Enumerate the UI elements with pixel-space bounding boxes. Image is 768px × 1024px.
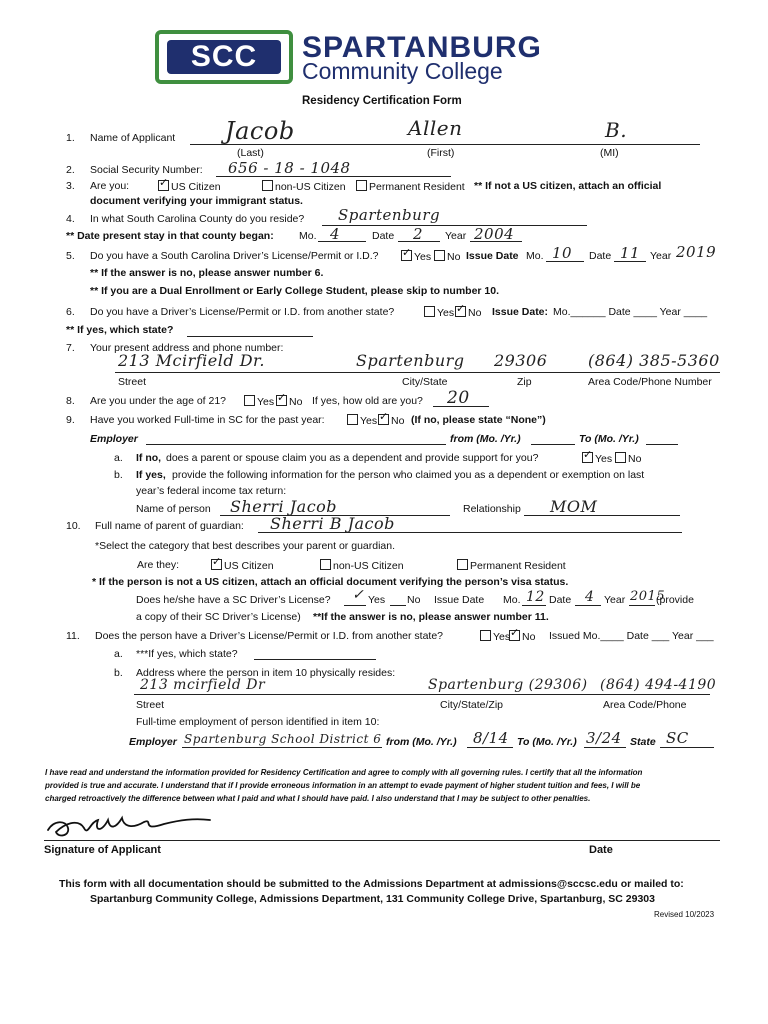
q5-note2: ** If you are a Dual Enrollment or Early College Student, please skip to number 10. — [90, 285, 500, 297]
q5-mo-value[interactable]: 10 — [552, 244, 573, 262]
q11-number: 11. — [66, 630, 80, 642]
q7-city-label: City/State — [402, 376, 448, 388]
q5-mo-label: Mo. — [526, 250, 544, 262]
q9b-person-label: Name of person — [136, 503, 211, 515]
checkbox-checked-icon[interactable] — [378, 414, 389, 425]
q11b-phone-value[interactable]: (864) 494-4190 — [600, 677, 717, 693]
q4-date-value[interactable]: 2 — [413, 225, 424, 243]
q3-us-citizen-option[interactable]: ✓ US Citizen — [158, 180, 221, 193]
q5-label: Do you have a South Carolina Driver’s License/Permit or I.D.? — [90, 250, 379, 262]
checkbox-icon[interactable] — [434, 250, 445, 261]
q11b-street-value[interactable]: 213 mcirfield Dr — [140, 677, 266, 693]
q11a-line — [254, 659, 376, 660]
q1-last-label: (Last) — [237, 147, 264, 159]
logo-mark: SCC — [167, 40, 281, 74]
q11-from-label: from (Mo. /Yr.) — [386, 736, 457, 748]
applicant-signature[interactable] — [44, 806, 224, 842]
ssn-value[interactable]: 656 - 18 - 1048 — [228, 159, 351, 177]
certification-line3: charged retroactively the difference between what I paid and what I should have paid. I also understand that I may be subject to other penalties. — [45, 794, 591, 803]
q9-label: Have you worked Full-time in SC for the past year: — [90, 414, 325, 426]
q6-issue-fields: Mo.______ Date ____ Year ____ — [553, 306, 708, 318]
q10-select-note: *Select the category that best describes your parent or guardian. — [95, 540, 396, 552]
q8-age-value[interactable]: 20 — [447, 388, 470, 408]
q11b-line — [134, 694, 710, 695]
q10-dl-no-line — [390, 605, 406, 606]
q9-to-label: To (Mo. /Yr.) — [579, 433, 639, 445]
footer-line1: This form with all documentation should be submitted to the Admissions Department at admissions@sccsc.edu or mailed to: — [59, 878, 684, 890]
q9-from-label: from (Mo. /Yr.) — [450, 433, 521, 445]
q4-line — [322, 225, 587, 226]
q3-label: Are you: — [90, 180, 130, 192]
q6-which-label: ** If yes, which state? — [66, 324, 174, 336]
q8-no-option[interactable]: ✓ No — [276, 395, 302, 408]
q10-year-line — [629, 605, 655, 606]
checkbox-icon[interactable] — [347, 414, 358, 425]
q9b-if-yes: If yes, — [136, 469, 166, 481]
q10-non-us-option[interactable]: non-US Citizen — [320, 559, 404, 572]
q9-no-option[interactable]: ✓ No — [378, 414, 404, 427]
q6-no-option[interactable]: ✓ No — [455, 306, 481, 319]
q9a-no-option[interactable]: No — [615, 452, 641, 465]
q10-parent-value[interactable]: Sherri B Jacob — [270, 514, 395, 533]
q3-permanent-resident-option[interactable]: Permanent Resident — [356, 180, 465, 193]
q11-yes-option[interactable]: Yes — [480, 630, 510, 643]
q6-number: 6. — [66, 306, 75, 318]
q1-first-label: (First) — [427, 147, 455, 159]
q11b-text: Address where the person in item 10 physically resides: — [136, 667, 396, 679]
q11-from-value[interactable]: 8/14 — [473, 729, 509, 747]
college-name-line1: SPARTANBURG — [302, 31, 542, 64]
footer-line2: Spartanburg Community College, Admissions Department, 131 Community College Drive, Spartanburg, SC 29303 — [90, 893, 655, 905]
q4-began-label: ** Date present stay in that county began: — [66, 230, 274, 242]
q6-label: Do you have a Driver’s License/Permit or I.D. from another state? — [90, 306, 395, 318]
q1-first-value[interactable]: Allen — [408, 116, 463, 140]
q7-street-value[interactable]: 213 Mcirfield Dr. — [118, 351, 265, 370]
q7-street-label: Street — [118, 376, 147, 388]
q4-mo-value[interactable]: 4 — [330, 225, 341, 243]
q1-number: 1. — [66, 132, 75, 144]
q9b-relationship-line — [524, 515, 680, 516]
q2-label: Social Security Number: — [90, 164, 203, 176]
q5-yes-option[interactable]: ✓ Yes — [401, 250, 431, 263]
checkbox-checked-icon[interactable] — [276, 395, 287, 406]
q11-from-line — [467, 747, 513, 748]
q10-label: Full name of parent of guardian: — [95, 520, 244, 532]
q11-to-value[interactable]: 3/24 — [586, 729, 622, 747]
q10-year-label: Year — [604, 594, 626, 606]
q11-no-option[interactable]: ✓ No — [509, 630, 535, 643]
checkbox-checked-icon[interactable] — [455, 306, 466, 317]
q4-year-label: Year — [445, 230, 467, 242]
q11a-text: ***If yes, which state? — [136, 648, 238, 660]
date-label: Date — [589, 844, 613, 856]
q6-which-line — [187, 336, 313, 337]
q9b-label: b. — [114, 469, 123, 481]
q3-non-us-option[interactable]: non-US Citizen — [262, 180, 346, 193]
checkbox-checked-icon[interactable] — [509, 630, 520, 641]
q11-state-line — [660, 747, 714, 748]
q9a-label: a. — [114, 452, 123, 464]
q3-note: ** If not a US citizen, attach an official — [474, 180, 662, 192]
q11-employer-value[interactable]: Spartenburg School District 6 — [184, 732, 382, 746]
q5-note1: ** If the answer is no, please answer number 6. — [90, 267, 324, 279]
q10-permanent-resident-option[interactable]: Permanent Resident — [457, 559, 566, 572]
certification-line2: provided is true and accurate. I understand that if I provide erroneous information in an attempt to evade payment of higher student tuition and fees, I will be — [45, 781, 641, 790]
q9-employer-line — [146, 444, 446, 445]
checkbox-icon[interactable] — [262, 180, 273, 191]
q10-number: 10. — [66, 520, 81, 532]
q9a-if-no: If no, — [136, 452, 162, 464]
form-title: Residency Certification Form — [302, 95, 462, 107]
q10-dl-yes-mark[interactable]: ✓ — [352, 587, 365, 603]
q7-number: 7. — [66, 342, 75, 354]
checkbox-icon[interactable] — [320, 559, 331, 570]
checkbox-checked-icon[interactable] — [582, 452, 593, 463]
q9-note: (If no, please state “None”) — [411, 414, 546, 426]
checkbox-icon[interactable] — [457, 559, 468, 570]
q11b-street-label: Street — [136, 699, 165, 711]
q10-are-they: Are they: — [137, 559, 180, 571]
certification-line1: I have read and understand the information provided for Residency Certification and agree to comply with all governing rules. I certify that all the information — [45, 768, 643, 777]
q5-date-value[interactable]: 11 — [620, 244, 641, 262]
q7-zip-label: Zip — [517, 376, 532, 388]
signature-line — [44, 840, 720, 841]
q11a-label: a. — [114, 648, 123, 660]
q11b-label: b. — [114, 667, 123, 679]
q10-mo-value[interactable]: 12 — [526, 589, 545, 605]
q5-issue-label: Issue Date — [466, 250, 519, 262]
q11-state-value[interactable]: SC — [666, 729, 689, 747]
q8-yes-option[interactable]: Yes — [244, 395, 274, 408]
q10-date-line — [575, 605, 601, 606]
q9-to-line — [646, 444, 678, 445]
q7-line — [115, 372, 720, 373]
checkbox-icon[interactable] — [356, 180, 367, 191]
q11-employment-note: Full-time employment of person identified in item 10: — [136, 716, 380, 728]
checkbox-icon[interactable] — [424, 306, 435, 317]
q7-phone-label: Area Code/Phone Number — [588, 376, 712, 388]
q9a-yes-option[interactable]: ✓ Yes — [582, 452, 612, 465]
q8-age-label: If yes, how old are you? — [312, 395, 423, 407]
checkbox-icon[interactable] — [480, 630, 491, 641]
checkbox-checked-icon[interactable] — [211, 559, 222, 570]
q4-mo-label: Mo. — [299, 230, 317, 242]
q4-date-label: Date — [372, 230, 395, 242]
q6-issue-label: Issue Date: — [492, 306, 549, 318]
q10-us-citizen-option[interactable]: ✓ US Citizen — [211, 559, 274, 572]
q10-dl-no: No — [407, 594, 421, 606]
checkbox-icon[interactable] — [615, 452, 626, 463]
q9b-relationship-value[interactable]: MOM — [550, 497, 598, 516]
q11-employer-line — [182, 747, 382, 748]
q1-last-value[interactable]: Jacob — [225, 117, 295, 145]
q7-phone-value[interactable]: (864) 385-5360 — [588, 351, 720, 370]
q8-number: 8. — [66, 395, 75, 407]
q11-employer-label: Employer — [129, 736, 177, 748]
q1-mi-value[interactable]: B. — [605, 118, 628, 142]
q11-state-label: State — [630, 736, 656, 748]
q9b-relationship-label: Relationship — [463, 503, 521, 515]
q9-yes-option[interactable]: Yes — [347, 414, 377, 427]
q9b-question: provide the following information for the person who claimed you as a dependent or exemption on last — [172, 469, 645, 481]
q7-city-value[interactable]: Spartenburg — [356, 351, 465, 370]
q10-date-value[interactable]: 4 — [585, 589, 595, 605]
q2-number: 2. — [66, 164, 75, 176]
q10-dl-question: Does he/she have a SC Driver’s License? — [136, 594, 331, 606]
q5-year-label: Year — [650, 250, 672, 262]
q9a-question: does a parent or spouse claim you as a dependent and provide support for you? — [166, 452, 539, 464]
q11b-phone-label: Area Code/Phone — [603, 699, 687, 711]
college-logo — [155, 30, 293, 84]
college-name-line2: Community College — [302, 58, 503, 84]
checkbox-icon[interactable] — [244, 395, 255, 406]
q5-year-value[interactable]: 2019 — [676, 243, 717, 261]
q5-date-label: Date — [589, 250, 612, 262]
q9-employer-label: Employer — [90, 433, 138, 445]
q7-label: Your present address and phone number: — [90, 342, 284, 354]
q9-from-line — [531, 444, 575, 445]
q1-label: Name of Applicant — [90, 132, 176, 144]
q5-number: 5. — [66, 250, 75, 262]
q10-copy-note: a copy of their SC Driver’s License) — [136, 611, 301, 623]
q11b-city-label: City/State/Zip — [440, 699, 504, 711]
q8-label: Are you under the age of 21? — [90, 395, 227, 407]
q10-copy-note2: **If the answer is no, please answer number 11. — [313, 611, 549, 623]
q9-number: 9. — [66, 414, 75, 426]
q10-date-label: Date — [549, 594, 572, 606]
q5-no-option[interactable]: No — [434, 250, 460, 263]
q10-dl-yes-line — [344, 605, 366, 606]
q10-provide: (provide — [656, 594, 694, 606]
revised-date: Revised 10/2023 — [654, 910, 715, 919]
q1-mi-label: (MI) — [600, 147, 619, 159]
q10-year-value[interactable]: 2015 — [630, 589, 666, 604]
q10-mo-label: Mo. — [503, 594, 521, 606]
q10-dl-yes: Yes — [368, 594, 386, 606]
checkbox-checked-icon[interactable] — [401, 250, 412, 261]
q6-yes-option[interactable]: Yes — [424, 306, 454, 319]
signature-label: Signature of Applicant — [44, 844, 161, 856]
q4-mo-line — [318, 241, 366, 242]
q10-mo-line — [522, 605, 546, 606]
q9b-question-line2: year’s federal income tax return: — [136, 485, 287, 497]
q10-issue-label: Issue Date — [434, 594, 485, 606]
q3-note-line2: document verifying your immigrant status. — [90, 195, 303, 207]
q4-number: 4. — [66, 213, 75, 225]
county-value[interactable]: Spartenburg — [338, 206, 441, 224]
q11-label: Does the person have a Driver’s License/Permit or I.D. from another state? — [95, 630, 444, 642]
q11-to-line — [584, 747, 626, 748]
q11-issued: Issued Mo.____ Date ___ Year ___ — [549, 630, 714, 642]
q9b-person-value[interactable]: Sherri Jacob — [230, 497, 338, 516]
checkbox-checked-icon[interactable] — [158, 180, 169, 191]
q7-zip-value[interactable]: 29306 — [494, 351, 548, 370]
q4-year-value[interactable]: 2004 — [474, 225, 515, 243]
q3-number: 3. — [66, 180, 75, 192]
q11b-city-value[interactable]: Spartenburg (29306) — [428, 677, 588, 693]
q4-label: In what South Carolina County do you reside? — [90, 213, 305, 225]
q11-to-label: To (Mo. /Yr.) — [517, 736, 577, 748]
q10-visa-note: * If the person is not a US citizen, attach an official document verifying the person’s visa status. — [92, 576, 569, 588]
